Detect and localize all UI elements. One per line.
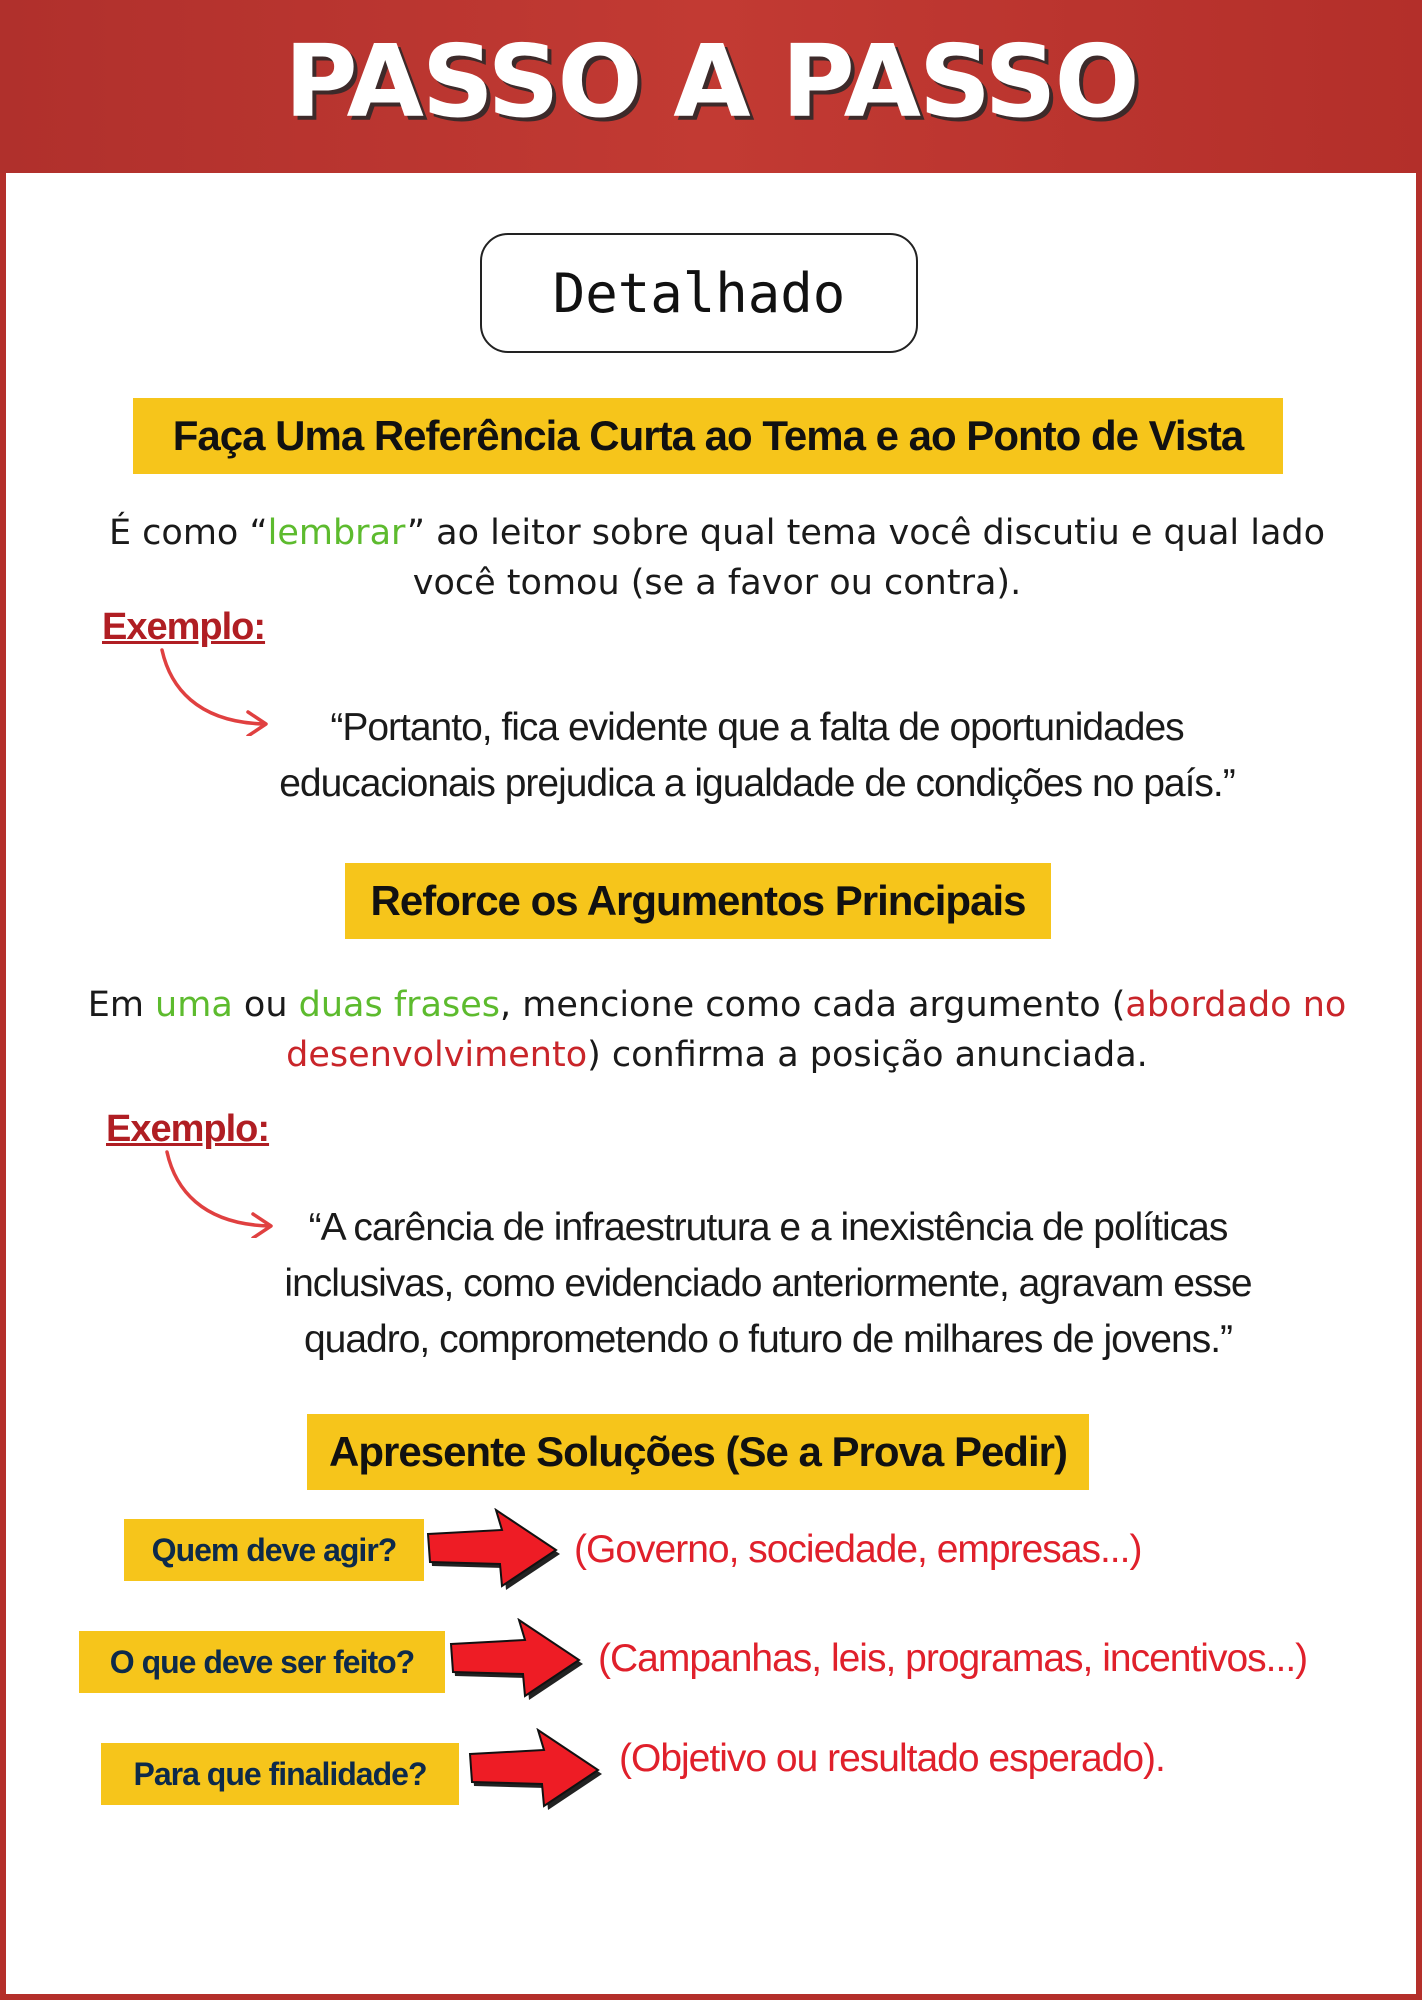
solution-answer-who: (Governo, sociedade, empresas...) [574, 1528, 1142, 1571]
badge-label: Detalhado [552, 261, 846, 325]
section1-desc-post: ” ao leitor sobre qual tema você discutiu e qual lado você tomou (se a favor ou contra). [406, 513, 1326, 603]
solution-question-who: Quem deve agir? [124, 1519, 424, 1581]
solution-question-purpose: Para que finalidade? [101, 1743, 459, 1805]
section1-example-quote: “Portanto, fica evidente que a falta de oportunidades educacionais prejudica a igualdade de condições no país.” [279, 706, 1235, 805]
section2-desc-highlight1: uma [155, 985, 233, 1025]
solution-answer-purpose: (Objetivo ou resultado esperado). [619, 1737, 1165, 1780]
section2-desc-part1: Em [87, 985, 156, 1025]
solution-question-what: O que deve ser feito? [79, 1631, 445, 1693]
section1-desc-highlight: lembrar [267, 513, 407, 553]
section2-desc-red: abordado no desenvolvimento [286, 985, 1347, 1075]
section2-heading: Reforce os Argumentos Principais [345, 863, 1051, 939]
section3-heading: Apresente Soluções (Se a Prova Pedir) [307, 1414, 1089, 1490]
right-arrow-icon [449, 1618, 587, 1702]
page-title: PASSO A PASSO [284, 23, 1138, 140]
section1-description [86, 508, 1348, 608]
section2-description [86, 980, 1348, 1080]
section2-example-label: Exemplo: [106, 1108, 270, 1150]
section1-heading: Faça Uma Referência Curta ao Tema e ao Ponto de Vista [133, 398, 1283, 474]
right-arrow-icon [468, 1728, 606, 1812]
section2-desc-part4: ) confirma a posição anunciada. [587, 1035, 1148, 1075]
section2-desc-highlight2: duas frases [298, 985, 501, 1025]
section2-desc-part2: ou [232, 985, 299, 1025]
header-banner [0, 0, 1422, 173]
solution-answer-what: (Campanhas, leis, programas, incentivos...) [598, 1637, 1308, 1680]
section2-example-quote: “A carência de infraestrutura e a inexistência de políticas inclusivas, como evidenciado anteriormente, agravam esse quadro, comprometendo o futuro de milhares de jovens.” [284, 1206, 1252, 1361]
detail-badge [480, 233, 918, 353]
section1-desc-pre: É como “ [108, 513, 268, 553]
right-arrow-icon [426, 1508, 564, 1592]
section1-example-label: Exemplo: [102, 606, 266, 648]
section2-desc-part3: , mencione como cada argumento ( [500, 985, 1126, 1025]
